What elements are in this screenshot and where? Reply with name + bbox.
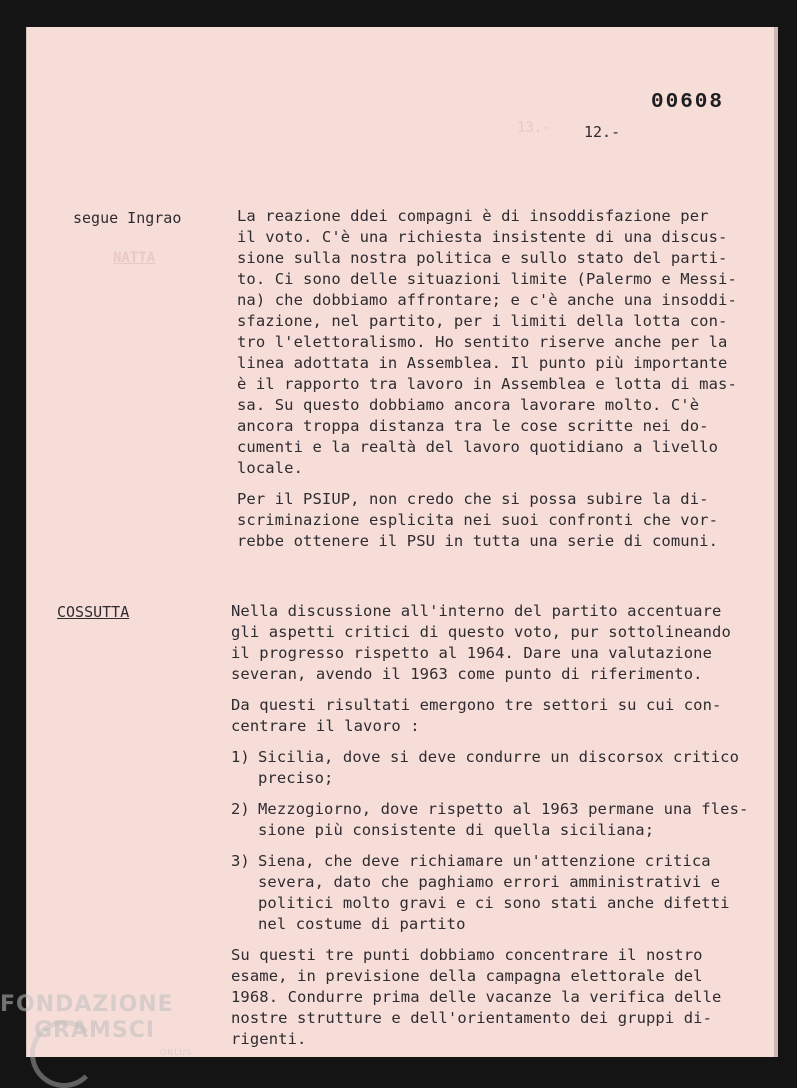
list-number: 2) bbox=[231, 800, 250, 818]
bleed-through-speaker-label: NATTA bbox=[113, 250, 156, 266]
document-number: 00608 bbox=[651, 91, 725, 114]
paragraph: La reazione ddei compagni è di insoddisfazione per il voto. C'è una richiesta insistente di una discus- sione sulla nostra politica e sullo stato del parti- to. Ci sono delle situazioni limite (Palermo e Messi- na) che dobbiamo affrontare; e c'è anche una insoddi- sfazione, nel partito, per i limiti della lotta con- tro l'elettoralismo. Ho sentito riserve anche per la linea adottata in Assemblea. Il punto più importante è il rapporto tra lavoro in Assemblea e lotta di mas- sa. Su questo dobbiamo ancora lavorare molto. C'è ancora troppa distanza tra le cose scritte nei do- cumenti e la realtà del lavoro quotidiano a livello locale. bbox=[237, 207, 737, 477]
list-item: 3) Siena, che deve richiamare un'attenzione critica severa, dato che paghiamo errori amministrativi e politici molto gravi e ci sono stati anche difetti nel costume di partito bbox=[231, 852, 730, 933]
speaker-label-ingrao: segue Ingrao bbox=[73, 209, 182, 227]
bleed-through-page-number: 13.- bbox=[517, 120, 551, 136]
watermark-onlus: ONLUS bbox=[160, 1048, 193, 1057]
paragraph: Da questi risultati emergono tre settori su cui con- centrare il lavoro : bbox=[231, 696, 722, 735]
paragraph: Nella discussione all'interno del partito accentuare gli aspetti critici di questo voto, pur sottolineando il progresso rispetto al 1964. Dare una valutazione severan, avendo il 1963 come punto di riferimento. bbox=[231, 602, 731, 683]
paragraph: Per il PSIUP, non credo che si possa subire la di- scriminazione esplicita nei suoi confronti che vor- rebbe ottenere il PSU in tutta una serie di comuni. bbox=[237, 490, 719, 550]
speaker-label-cossutta: COSSUTTA bbox=[57, 603, 130, 621]
list-item: 1) Sicilia, dove si deve condurre un discorsox critico preciso; bbox=[231, 748, 740, 787]
list-number: 3) bbox=[231, 852, 250, 870]
cossutta-text bbox=[231, 601, 748, 1060]
watermark: FONDAZIONE GRAMSCI bbox=[0, 992, 174, 1043]
page-number: 12.- bbox=[584, 123, 621, 141]
document-page bbox=[26, 27, 775, 1057]
page-edge bbox=[774, 27, 778, 1057]
ingrao-text bbox=[237, 206, 737, 562]
list-number: 1) bbox=[231, 748, 250, 766]
paragraph: Su questi tre punti dobbiamo concentrare il nostro esame, in previsione della campagna elettorale del 1968. Condurre prima delle vacanze la verifica delle nostre strutture e dell'orientamento dei gruppi di- rigenti. bbox=[231, 946, 722, 1048]
list-item: 2) Mezzogiorno, dove rispetto al 1963 permane una fles- sione più consistente di quella siciliana; bbox=[231, 800, 749, 839]
